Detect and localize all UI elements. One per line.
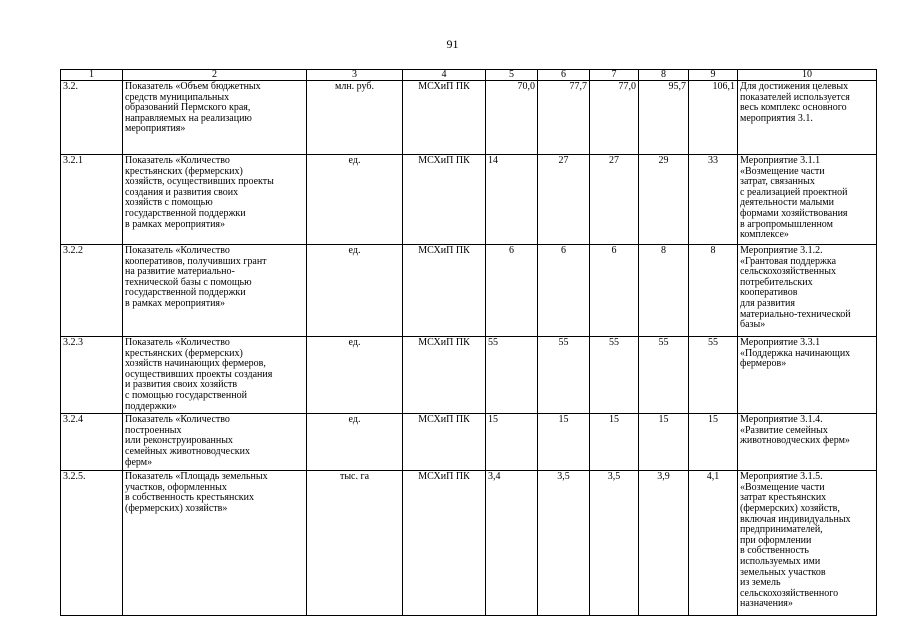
note: Для достижения целевых показателей используется весь комплекс основного мероприятия 3.1.: [738, 81, 877, 155]
row-code: 3.2.: [61, 81, 123, 155]
value-col-5: 70,0: [486, 81, 538, 155]
unit: ед.: [307, 414, 403, 471]
value-col-8: 8: [639, 245, 689, 337]
indicator-name: Показатель «Количество кооперативов, получивших грант на развитие материально- технической базы с помощью государственной поддержки в рамках мероприятия»: [123, 245, 307, 337]
table-row: [61, 245, 877, 337]
unit: млн. руб.: [307, 81, 403, 155]
column-header: 6: [538, 70, 590, 81]
value-col-8: 55: [639, 337, 689, 414]
value-col-6: 27: [538, 155, 590, 245]
note: Мероприятие 3.1.4. «Развитие семейных животноводческих ферм»: [738, 414, 877, 471]
value-col-8: 3,9: [639, 471, 689, 616]
value-col-9: 106,1: [689, 81, 738, 155]
unit: ед.: [307, 245, 403, 337]
row-code: 3.2.1: [61, 155, 123, 245]
value-col-5: 15: [486, 414, 538, 471]
indicator-name: Показатель «Количество крестьянских (фермерских) хозяйств, осуществивших проекты создания и развития своих хозяйств с помощью государственной поддержки в рамках мероприятия»: [123, 155, 307, 245]
value-col-9: 55: [689, 337, 738, 414]
value-col-8: 29: [639, 155, 689, 245]
column-header: 3: [307, 70, 403, 81]
value-col-6: 55: [538, 337, 590, 414]
column-header: 7: [590, 70, 639, 81]
value-col-9: 4,1: [689, 471, 738, 616]
responsible: МСХиП ПК: [403, 414, 486, 471]
value-col-7: 6: [590, 245, 639, 337]
table-row: [61, 337, 877, 414]
unit: тыс. га: [307, 471, 403, 616]
value-col-8: 15: [639, 414, 689, 471]
row-code: 3.2.5.: [61, 471, 123, 616]
responsible: МСХиП ПК: [403, 471, 486, 616]
value-col-7: 77,0: [590, 81, 639, 155]
value-col-9: 8: [689, 245, 738, 337]
column-header: 5: [486, 70, 538, 81]
note: Мероприятие 3.3.1 «Поддержка начинающих фермеров»: [738, 337, 877, 414]
indicator-name: Показатель «Количество крестьянских (фермерских) хозяйств начинающих фермеров, осуществивших проекты создания и развития своих хозяйств с помощью государственной поддержки»: [123, 337, 307, 414]
value-col-9: 33: [689, 155, 738, 245]
value-col-7: 27: [590, 155, 639, 245]
value-col-5: 6: [486, 245, 538, 337]
value-col-8: 95,7: [639, 81, 689, 155]
indicators-table: [60, 69, 877, 616]
unit: ед.: [307, 155, 403, 245]
note: Мероприятие 3.1.2. «Грантовая поддержка сельскохозяйственных потребительских кооперативов для развития материально-технической базы»: [738, 245, 877, 337]
value-col-7: 15: [590, 414, 639, 471]
table-row: [61, 414, 877, 471]
value-col-6: 15: [538, 414, 590, 471]
value-col-6: 77,7: [538, 81, 590, 155]
row-code: 3.2.3: [61, 337, 123, 414]
responsible: МСХиП ПК: [403, 81, 486, 155]
page-number: 91: [446, 37, 459, 51]
column-header: 8: [639, 70, 689, 81]
column-header: 10: [738, 70, 877, 81]
table-row: [61, 155, 877, 245]
column-header: 2: [123, 70, 307, 81]
value-col-6: 6: [538, 245, 590, 337]
responsible: МСХиП ПК: [403, 337, 486, 414]
value-col-7: 3,5: [590, 471, 639, 616]
value-col-6: 3,5: [538, 471, 590, 616]
note: Мероприятие 3.1.1 «Возмещение части затрат, связанных с реализацией проектной деятельности малыми формами хозяйствования в агропромышленном комплексе»: [738, 155, 877, 245]
value-col-5: 3,4: [486, 471, 538, 616]
indicator-name: Показатель «Количество построенных или реконструированных семейных животноводческих ферм»: [123, 414, 307, 471]
column-header: 1: [61, 70, 123, 81]
header-row: [61, 70, 877, 81]
column-header: 9: [689, 70, 738, 81]
unit: ед.: [307, 337, 403, 414]
value-col-7: 55: [590, 337, 639, 414]
value-col-5: 14: [486, 155, 538, 245]
column-header: 4: [403, 70, 486, 81]
value-col-5: 55: [486, 337, 538, 414]
responsible: МСХиП ПК: [403, 245, 486, 337]
table-row: [61, 471, 877, 616]
table-row: [61, 81, 877, 155]
value-col-9: 15: [689, 414, 738, 471]
row-code: 3.2.4: [61, 414, 123, 471]
row-code: 3.2.2: [61, 245, 123, 337]
responsible: МСХиП ПК: [403, 155, 486, 245]
indicator-name: Показатель «Объем бюджетных средств муниципальных образований Пермского края, направляемых на реализацию мероприятия»: [123, 81, 307, 155]
indicator-name: Показатель «Площадь земельных участков, оформленных в собственность крестьянских (фермерских) хозяйств»: [123, 471, 307, 616]
note: Мероприятие 3.1.5. «Возмещение части затрат крестьянских (фермерских) хозяйств, включая индивидуальных предпринимателей, при оформлении в собственность используемых ими земельных участков из земель сельскохозяйственного назначения»: [738, 471, 877, 616]
